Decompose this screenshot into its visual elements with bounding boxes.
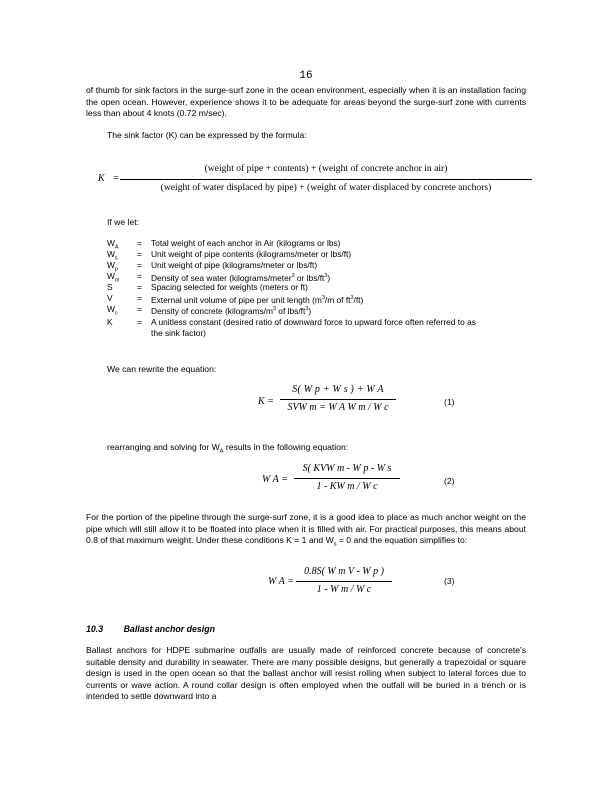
eq3-fraction-bar [296,581,392,582]
intro-paragraph: of thumb for sink factors in the surge-surf zone in the ocean environment, especially when it is an installation facing the open ocean. However, experience shows it to be adequate for areas beyond the surge-surf zone with currents less than about 4 knots (0.72 m/sec). [86,85,526,119]
rearrange-text: rearranging and solving for W [107,442,220,452]
section-number: 10.3 [86,624,104,634]
symbol-subscript: m [114,277,120,284]
rearrange-subscript: A [219,448,224,455]
eq1-fraction-bar [280,399,396,400]
rearrange-intro [107,442,348,455]
surge-paragraph [86,512,526,552]
definition-part: ) [308,305,312,316]
eq1-lhs: K = [258,396,274,407]
symbol-letter: W [107,304,115,314]
variable-equals: = [137,271,142,281]
symbol-letter: V [107,293,113,303]
symbol-letter: W [107,260,115,270]
formula-k-numerator: (weight of pipe + contents) + (weight of concrete anchor in air) [204,163,448,174]
eq2-fraction-bar [294,478,400,479]
definition-superscript: 3 [305,306,309,312]
formula-k-symbol: K [98,173,105,184]
variable-equals: = [137,317,142,327]
definition-superscript: 3 [350,295,354,301]
eq3-numerator: 0.8S( W m V - W p ) [304,566,384,577]
formula-k-lhs [98,173,119,184]
symbol-subscript: s [114,255,118,262]
eq1-number: (1) [444,397,455,407]
variable-symbol [107,317,133,328]
definition-superscript: 3 [291,273,295,279]
eq2-numerator: S( KVW m - W p - W s [302,463,392,474]
eq1-denominator: SVW m = W A W m / W c [287,402,389,413]
eq2-symbol: W A [262,474,279,485]
section-heading [86,624,215,634]
eq2-denominator: 1 - KW m / W c [316,481,378,492]
variable-symbol [107,282,133,293]
eq2-number: (2) [444,476,455,486]
definition-part: of lbs/ft [275,305,306,316]
variable-definition: Unit weight of pipe (kilograms/meter or lbs/ft) [151,260,318,270]
rewrite-intro: We can rewrite the equation: [107,364,217,374]
variable-definition [151,304,551,316]
symbol-subscript: A [114,244,119,251]
definition-part: External unit volume of pipe per unit length (m [151,294,322,305]
surge-text: For the portion of the pipeline through the surge-surf zone, it is a good idea to place as much anchor weight on the pipe which will still allow it to be floated into place when it is filled with air. For practical purposes, this means about 0.8 of that maximum weight. Under these conditions K = 1 and W [86,512,526,546]
definition-part: or lbs/ft [294,272,325,283]
definition-superscript: 3 [324,273,328,279]
variable-equals: = [137,304,142,314]
page-number: 16 [299,70,313,82]
rearrange-tail: results in the following equation: [223,442,349,452]
sink-factor-intro: The sink factor (K) can be expressed by the formula: [107,130,307,140]
definition-part: ) [327,272,331,283]
definition-part: /m of ft [324,294,351,305]
symbol-letter: W [107,238,115,248]
surge-tail: = 0 and the equation simplifies to: [336,535,468,546]
symbol-letter: S [107,282,113,292]
formula-k-equals: = [113,173,119,184]
variable-equals: = [137,282,142,292]
definition-part: /ft) [353,294,364,305]
variable-definition: Spacing selected for weights (meters or ft) [151,282,308,292]
eq3-number: (3) [444,576,455,586]
variable-equals: = [137,249,142,259]
eq3-denominator: 1 - W m / W c [316,584,372,595]
symbol-subscript: c [114,310,118,317]
formula-k-fraction-bar [120,179,532,180]
variable-definition: Total weight of each anchor in Air (kilograms or lbs) [151,238,341,248]
variable-definition [151,317,551,338]
definition-part: Density of sea water (kilograms/meter [151,272,292,283]
eq2-lhs: W A = [262,474,288,485]
definition-part: Density of concrete (kilograms/m [151,305,273,316]
surge-subscript: s [333,541,337,548]
variable-equals: = [137,260,142,270]
symbol-letter: K [107,317,113,327]
variable-equals: = [137,293,142,303]
formula-k-denominator: (weight of water displaced by pipe) + (weight of water displaced by concrete anchors) [160,182,492,193]
definition-superscript: 3 [272,306,276,312]
eq1-numerator: S( W p + W s ) + W A [292,384,384,395]
section-title: Ballast anchor design [123,624,215,634]
symbol-subscript: p [114,266,118,273]
variable-symbol [107,293,133,304]
variable-equals: = [137,238,142,248]
ballast-paragraph: Ballast anchors for HDPE submarine outfalls are usually made of reinforced concrete because of concrete's suitable density and durability in seawater. There are many possible designs, but generally a trapezoidal or square design is used in the open ocean so that the ballast anchor will resist rolling when subject to lateral forces due to currents or wave action. A round collar design is often employed when the outfall will be buried in a trench or is intended to settle downward into a [86,645,526,702]
symbol-letter: W [107,271,115,281]
variable-definition: Unit weight of pipe contents (kilograms/meter or lbs/ft) [151,249,352,259]
definition-part: A unitless constant (desired ratio of downward force to upward force often referred to as [151,317,476,327]
symbol-letter: W [107,249,115,259]
eq3-lhs: W A = [268,576,294,587]
definition-superscript: 3 [321,295,325,301]
if-we-let: If we let: [107,217,139,227]
definition-part: the sink factor) [151,327,206,338]
eq3-symbol: W A [268,576,285,587]
eq1-symbol: K [258,396,265,407]
